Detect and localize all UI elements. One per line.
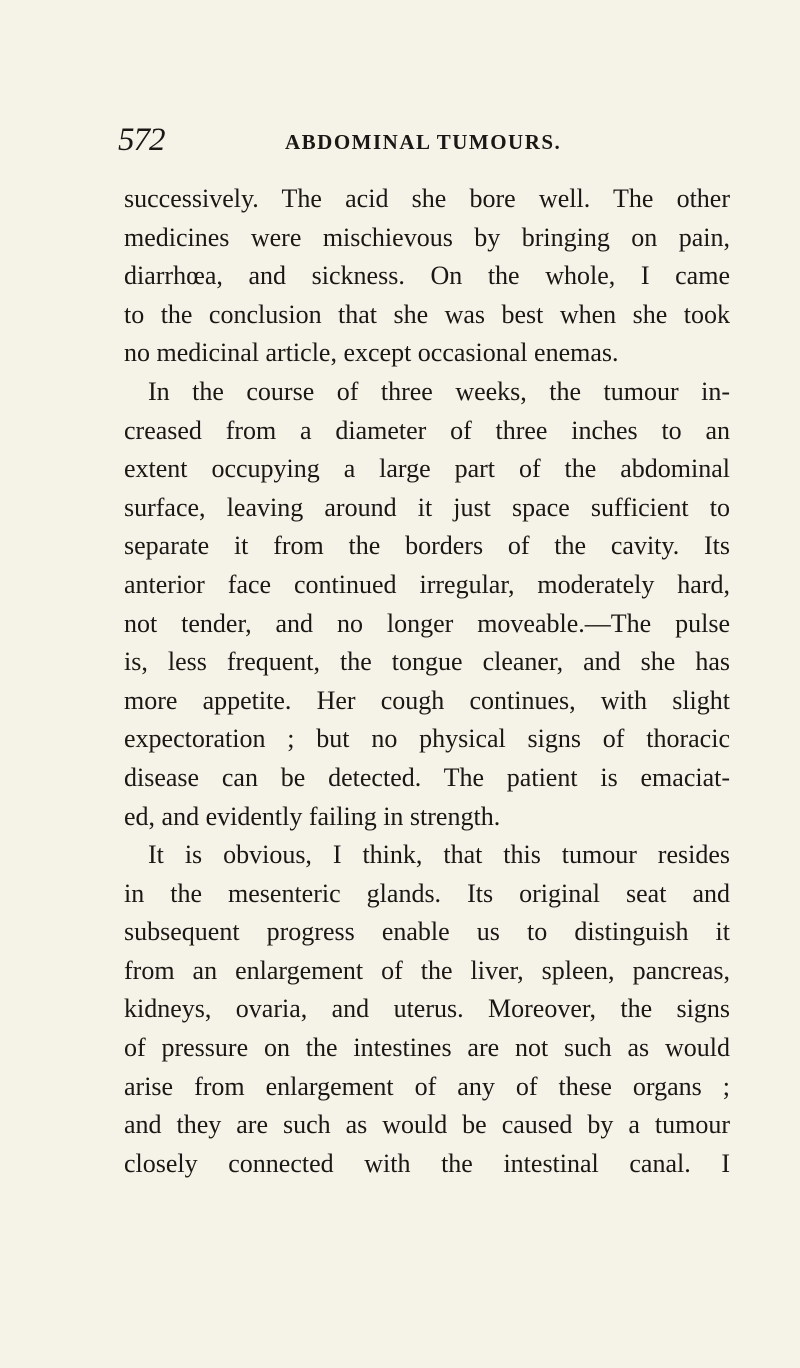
text-line: extent occupying a large part of the abdominal [124,454,730,484]
text-line: successively. The acid she bore well. The other [124,184,730,213]
running-title: ABDOMINAL TUMOURS. [285,130,562,154]
text-line: subsequent progress enable us to distinguish it [124,917,730,947]
text-line: surface, leaving around it just space sufficient to [124,492,730,522]
text-line: ed, and evidently failing in strength. [124,801,501,831]
page-header [118,120,678,160]
text-line: of pressure on the intestines are not such as would [124,1033,730,1063]
text-line: diarrhœa, and sickness. On the whole, I came [124,261,730,291]
text-line: expectoration ; but no physical signs of thoracic [124,724,730,754]
text-line: no medicinal article, except occasional enemas. [124,338,619,368]
text-line: closely connected with the intestinal canal. I [124,1148,730,1178]
text-line: to the conclusion that she was best when she took [124,299,730,329]
text-line: not tender, and no longer moveable.—The pulse [124,608,730,638]
text-line: separate it from the borders of the cavity. Its [124,531,730,561]
text-line: and they are such as would be caused by a tumour [124,1110,730,1140]
paragraph-first-line: In the course of three weeks, the tumour in- [148,376,730,406]
text-line: more appetite. Her cough continues, with slight [124,685,730,715]
text-line: in the mesenteric glands. Its original seat and [124,878,730,908]
page-number: 572 [118,122,165,158]
paragraph-first-line: It is obvious, I think, that this tumour resides [148,840,730,870]
text-line: is, less frequent, the tongue cleaner, and she has [124,647,730,677]
text-line: medicines were mischievous by bringing on pain, [124,222,730,252]
text-line: disease can be detected. The patient is emaciat- [124,762,730,792]
text-line: kidneys, ovaria, and uterus. Moreover, the signs [124,994,730,1024]
text-line: anterior face continued irregular, moderately hard, [124,569,730,599]
text-line: from an enlargement of the liver, spleen, pancreas, [124,955,730,985]
body-text [124,180,730,1183]
text-line: arise from enlargement of any of these organs ; [124,1071,730,1101]
text-line: creased from a diameter of three inches to an [124,415,730,445]
